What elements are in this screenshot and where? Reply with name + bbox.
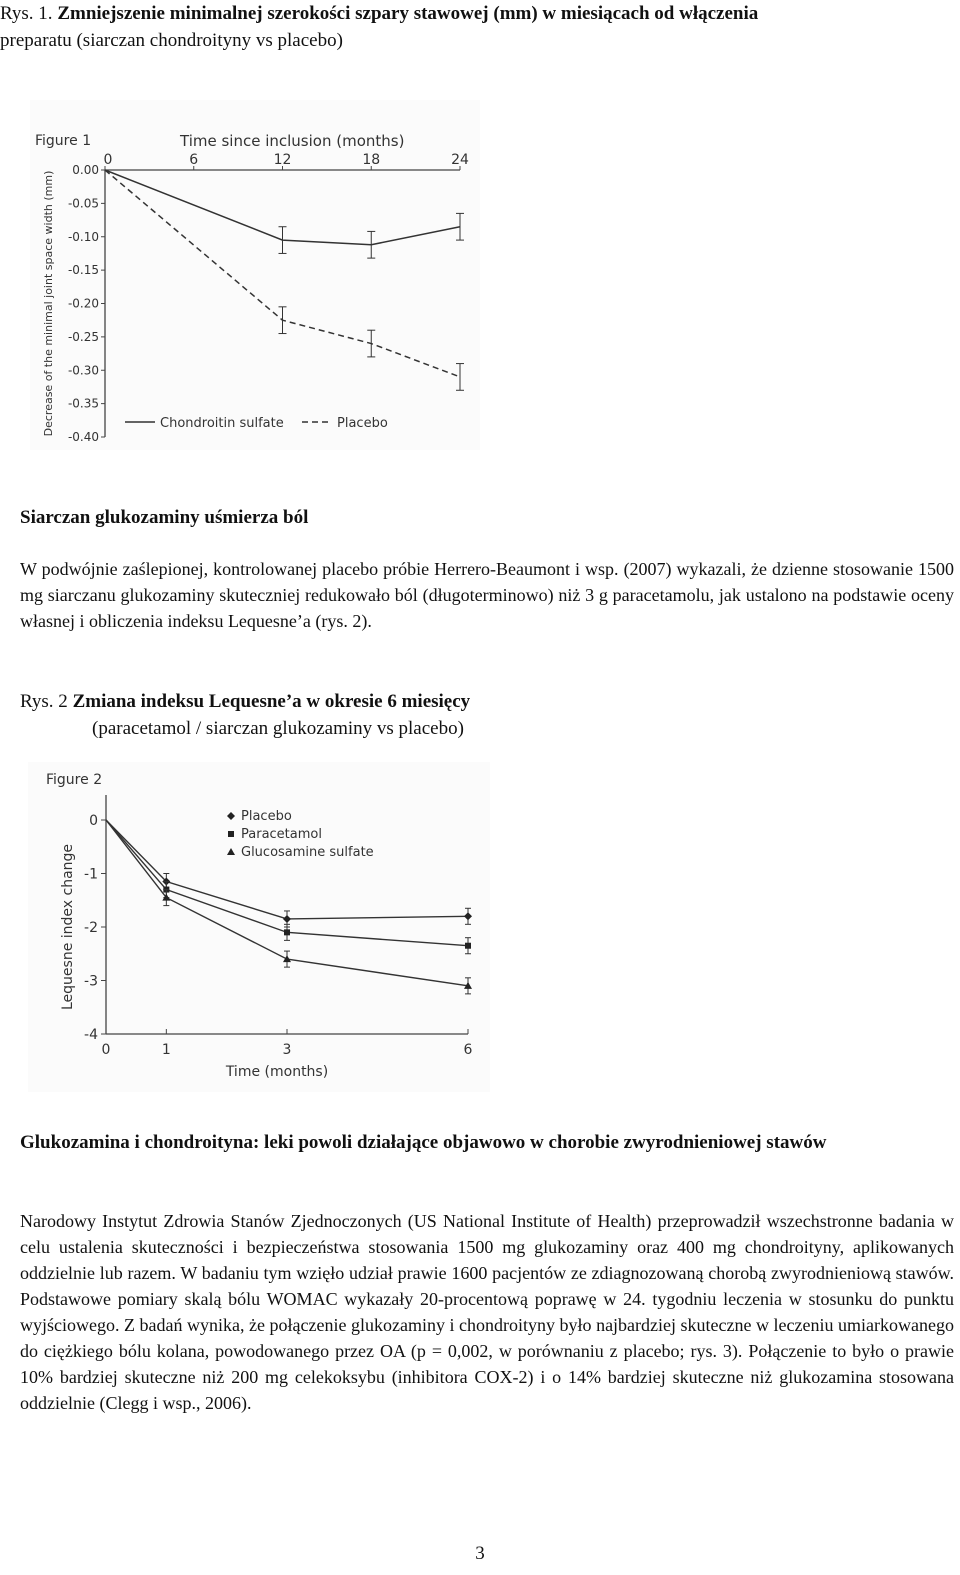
- figure-1-y-axis-label: Decrease of the minimal joint space width (mm): [42, 170, 55, 437]
- figure-2-caption-line-2: (paracetamol / siarczan glukozaminy vs placebo): [92, 718, 464, 739]
- figure-2-chart: [28, 762, 490, 1092]
- figure-2-legend-label-glucosamine: Glucosamine sulfate: [241, 845, 374, 860]
- figure-1-caption: [0, 0, 950, 54]
- figure-2-caption: [20, 688, 950, 742]
- figure-2-y-axis-label: Lequesne index change: [60, 843, 76, 1011]
- figure-2-x-tick-label: 3: [282, 1042, 292, 1058]
- figure-2-y-tick-label: -1: [84, 866, 98, 883]
- figure-2-y-tick-label: -4: [84, 1027, 98, 1043]
- figure-2-point-placebo: [283, 915, 291, 923]
- figure-1-x-tick-label: 6: [189, 152, 199, 168]
- figure-1-series-placebo-line: [105, 170, 460, 377]
- section-2-paragraph: Narodowy Instytut Zdrowia Stanów Zjednoczonych (US National Institute of Health) przeprowadził wszechstronne badania w celu ustalenia skuteczności i bezpieczeństwa stosowania 1500 mg glukozaminy oraz 400 mg chondroityny, aplikowanych oddzielnie lub razem. W badaniu tym wzięło udział prawie 1600 pacjentów ze zdiagnozowaną chorobą zwyrodnieniową stawów. Podstawowe pomiary skalą bólu WOMAC wykazały 20-procentową poprawę w 24. tygodniu leczenia w stosunku do punktu wyjściowego. Z badań wynika, że połączenie glukozaminy i chondroityny było najbardziej skuteczne w leczeniu umiarkowanego do ciężkiego bólu kolana, powodowanego przez OA (p = 0,002, w porównaniu z placebo; rys. 3). Połączenie to było o prawie 10% bardziej skuteczne niż 200 mg celekoksybu (inhibitora COX-2) i o 14% bardziej skuteczne niż glukozamina stosowana oddzielnie (Clegg i wsp., 2006).: [20, 1211, 954, 1413]
- figure-1-legend-label-chondroitin: Chondroitin sulfate: [160, 416, 284, 431]
- figure-2-point-placebo: [464, 912, 472, 920]
- figure-1-caption-title: Zmniejszenie minimalnej szerokości szpary stawowej (mm) w miesiącach od włączenia: [57, 3, 759, 24]
- figure-2-y-tick-label: -3: [84, 973, 98, 990]
- figure-1-x-tick-label: 0: [103, 152, 113, 168]
- figure-2-y-tick-label: 0: [89, 813, 98, 829]
- figure-1-caption-line-1: [0, 0, 950, 27]
- figure-1-y-tick-label: -0.30: [67, 363, 99, 378]
- figure-2-point-paracetamol: [465, 943, 471, 949]
- figure-1-title: Time since inclusion (months): [180, 132, 405, 150]
- figure-1-x-tick-label: 18: [362, 152, 381, 168]
- figure-1-y-tick-label: -0.35: [67, 396, 99, 411]
- figure-2-label: Figure 2: [46, 772, 103, 788]
- figure-2-caption-prefix: Rys. 2: [20, 691, 68, 712]
- figure-2-x-tick-label: 6: [463, 1042, 473, 1058]
- figure-2-point-paracetamol: [284, 929, 290, 935]
- figure-1-x-tick-label: 24: [451, 152, 469, 168]
- figure-2-x-axis-label: Time (months): [225, 1064, 329, 1080]
- figure-2-legend-marker-glucosamine: [227, 848, 235, 855]
- page-number: 3: [475, 1543, 485, 1564]
- figure-1-legend-label-placebo: Placebo: [337, 416, 388, 431]
- figure-1-caption-prefix: Rys. 1.: [0, 3, 53, 24]
- figure-2-caption-line-1: [20, 688, 950, 715]
- figure-1: [30, 100, 480, 450]
- section-1-heading: Siarczan glukozaminy uśmierza ból: [20, 507, 309, 528]
- figure-1-chart: [30, 100, 480, 450]
- section-2-heading: Glukozamina i chondroityna: leki powoli działające objawowo w chorobie zwyrodnieniowej stawów: [20, 1132, 827, 1153]
- section-1-paragraph: W podwójnie zaślepionej, kontrolowanej placebo próbie Herrero-Beaumont i wsp. (2007) wykazali, że dzienne stosowanie 1500 mg siarczanu glukozaminy skuteczniej redukowało ból (długoterminowo) niż 3 g paracetamolu, jak ustalono na podstawie oceny własnej i obliczenia indeksu Lequesne’a (rys. 2).: [20, 559, 954, 631]
- figure-1-y-tick-label: -0.25: [67, 329, 99, 344]
- figure-1-y-tick-label: -0.20: [67, 296, 99, 311]
- figure-1-y-tick-label: -0.40: [67, 430, 99, 444]
- figure-1-x-tick-label: 12: [273, 152, 292, 168]
- figure-1-caption-line-2: preparatu (siarczan chondroityny vs placebo): [0, 30, 343, 51]
- figure-1-y-tick-label: -0.05: [67, 196, 99, 211]
- figure-2-legend-marker-paracetamol: [228, 831, 234, 837]
- figure-2-y-tick-label: -2: [84, 920, 98, 936]
- figure-2-x-tick-label: 0: [101, 1042, 111, 1058]
- figure-2-point-glucosamine: [283, 955, 291, 962]
- figure-2-legend-label-paracetamol: Paracetamol: [241, 827, 322, 842]
- figure-1-y-tick-label: 0.00: [72, 163, 99, 177]
- figure-1-label: Figure 1: [35, 133, 92, 149]
- figure-1-y-tick-label: -0.10: [67, 229, 99, 244]
- figure-2: [28, 762, 490, 1092]
- figure-2-x-tick-label: 1: [161, 1042, 171, 1058]
- figure-2-legend-marker-placebo: [227, 812, 235, 820]
- figure-2-legend-label-placebo: Placebo: [241, 809, 292, 824]
- figure-1-y-tick-label: -0.15: [67, 263, 99, 278]
- figure-2-caption-title: Zmiana indeksu Lequesne’a w okresie 6 miesięcy: [72, 691, 471, 712]
